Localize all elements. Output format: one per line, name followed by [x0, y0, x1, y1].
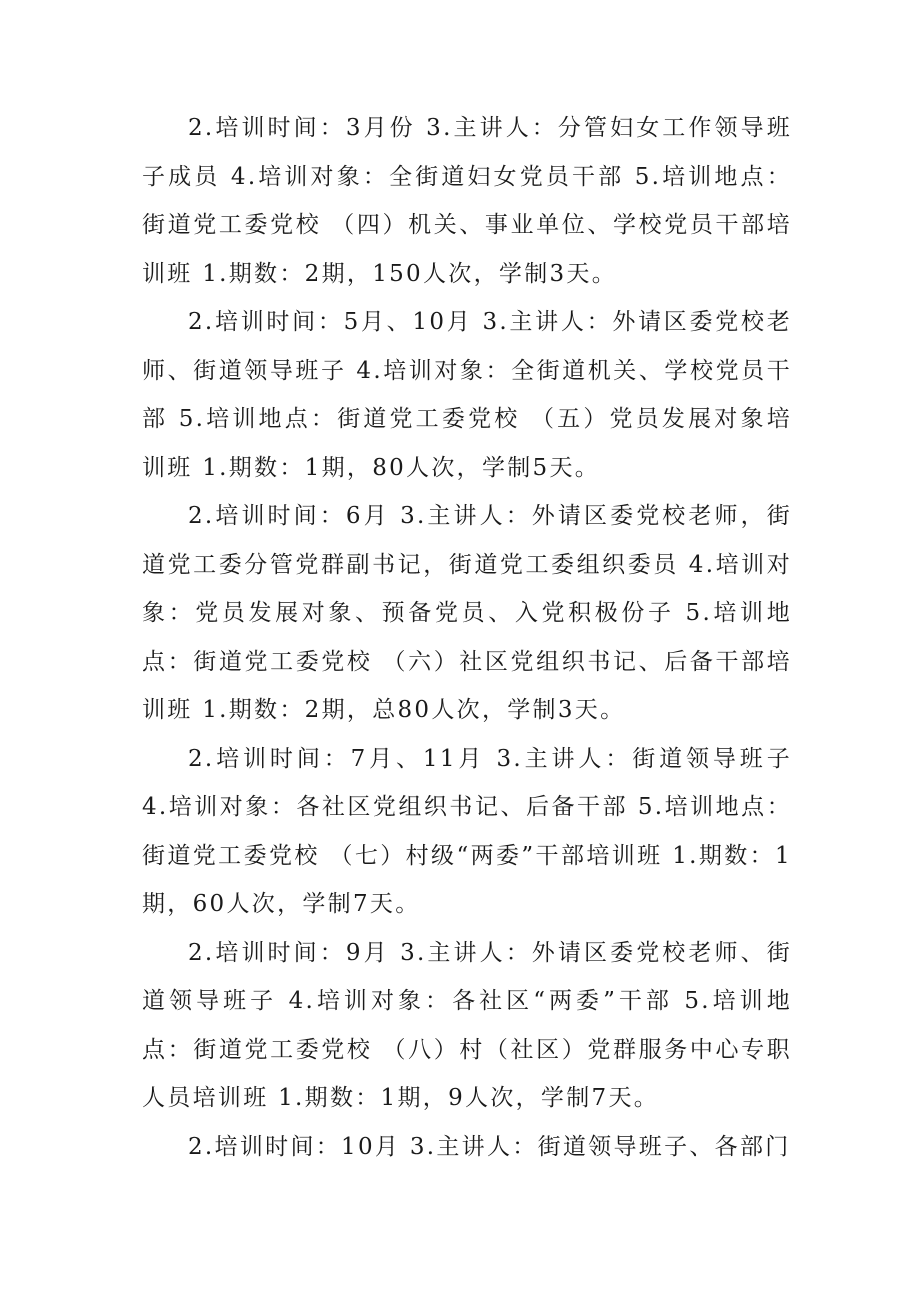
paragraph-2: 2.培训时间：5月、10月 3.主讲人：外请区委党校老师、街道领导班子 4.培训对象：全街道机关、学校党员干部 5.培训地点：街道党工委党校 （五）党员发展对象培训班 1.期数：1期，80人次，学制5天。 — [142, 309, 792, 481]
paragraph-6: 2.培训时间：10月 3.主讲人：街道领导班子、各部门 — [188, 1133, 791, 1160]
paragraph-5: 2.培训时间：9月 3.主讲人：外请区委党校老师、街道领导班子 4.培训对象：各社区“两委”干部 5.培训地点：街道党工委党校 （八）村（社区）党群服务中心专职人员培训班 1.期数：1期，9人次，学制7天。 — [142, 939, 792, 1111]
paragraph-1: 2.培训时间：3月份 3.主讲人：分管妇女工作领导班子成员 4.培训对象：全街道妇女党员干部 5.培训地点：街道党工委党校 （四）机关、事业单位、学校党员干部培训班 1.期数：2期，150人次，学制3天。 — [142, 115, 792, 287]
document-body — [142, 104, 792, 1171]
paragraph-3: 2.培训时间：6月 3.主讲人：外请区委党校老师，街道党工委分管党群副书记，街道党工委组织委员 4.培训对象：党员发展对象、预备党员、入党积极份子 5.培训地点：街道党工委党校 （六）社区党组织书记、后备干部培训班 1.期数：2期，总80人次，学制3天。 — [142, 503, 792, 723]
paragraph-4: 2.培训时间：7月、11月 3.主讲人：街道领导班子 4.培训对象：各社区党组织书记、后备干部 5.培训地点：街道党工委党校 （七）村级“两委”干部培训班 1.期数：1期，60人次，学制7天。 — [142, 745, 792, 917]
